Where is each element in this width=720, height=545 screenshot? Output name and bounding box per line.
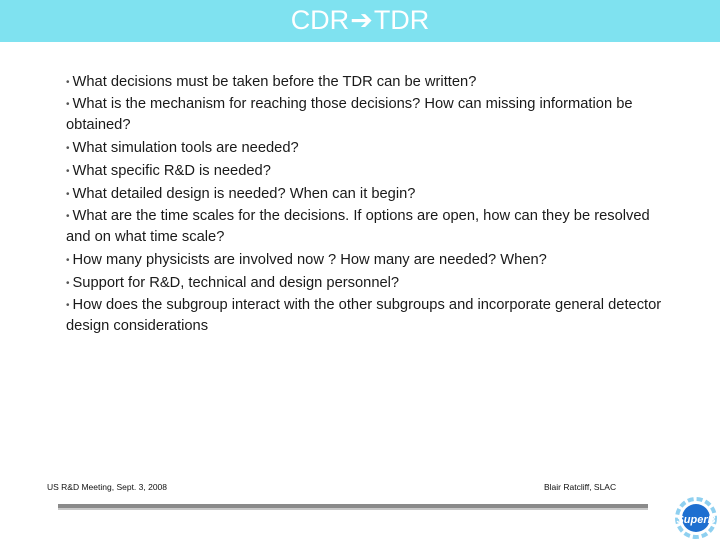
title-right: TDR xyxy=(373,5,430,35)
bullet-icon: • xyxy=(66,166,70,177)
footer-author: Blair Ratcliff, SLAC xyxy=(544,482,617,492)
bullet-icon: • xyxy=(66,211,70,222)
bullet-icon: • xyxy=(66,189,70,200)
bullet-item xyxy=(66,206,676,247)
bullet-item xyxy=(66,183,676,206)
bullet-text: What simulation tools are needed? xyxy=(72,140,299,156)
bullet-item xyxy=(66,272,676,295)
bullet-icon: • xyxy=(66,99,70,110)
bullet-icon: • xyxy=(66,278,70,289)
bullet-icon: • xyxy=(66,143,70,154)
bullet-item xyxy=(66,71,676,94)
bullet-item xyxy=(66,160,676,183)
bullet-text: What is the mechanism for reaching those decisions? How can missing information be obtained? xyxy=(66,96,633,133)
footer-divider-shadow xyxy=(58,508,648,510)
footer-meeting: US R&D Meeting, Sept. 3, 2008 xyxy=(47,482,168,492)
bullet-text: What decisions must be taken before the TDR can be written? xyxy=(72,74,477,90)
bullet-item xyxy=(66,295,676,336)
bullet-item xyxy=(66,94,676,135)
bullet-item xyxy=(66,249,676,272)
bullet-icon: • xyxy=(66,77,70,88)
slide-title xyxy=(0,4,720,36)
bullet-text: What detailed design is needed? When can it begin? xyxy=(72,186,416,202)
bullet-icon: • xyxy=(66,300,70,311)
superb-logo-icon xyxy=(674,496,718,540)
bullet-text: What specific R&D is needed? xyxy=(72,163,271,179)
arrow-right-icon: ➔ xyxy=(350,5,373,35)
bullet-text: Support for R&D, technical and design personnel? xyxy=(72,275,400,291)
bullet-list xyxy=(66,71,676,338)
bullet-text: How does the subgroup interact with the other subgroups and incorporate general detector design considerations xyxy=(66,297,662,334)
bullet-text: What are the time scales for the decisions. If options are open, how can they be resolved and on what time scale? xyxy=(66,208,650,245)
bullet-item xyxy=(66,137,676,160)
logo-text: SuperB xyxy=(676,514,716,526)
bullet-text: How many physicists are involved now ? How many are needed? When? xyxy=(72,252,547,268)
title-left: CDR xyxy=(290,5,350,35)
superb-logo-graphic xyxy=(674,496,718,540)
bullet-icon: • xyxy=(66,255,70,266)
